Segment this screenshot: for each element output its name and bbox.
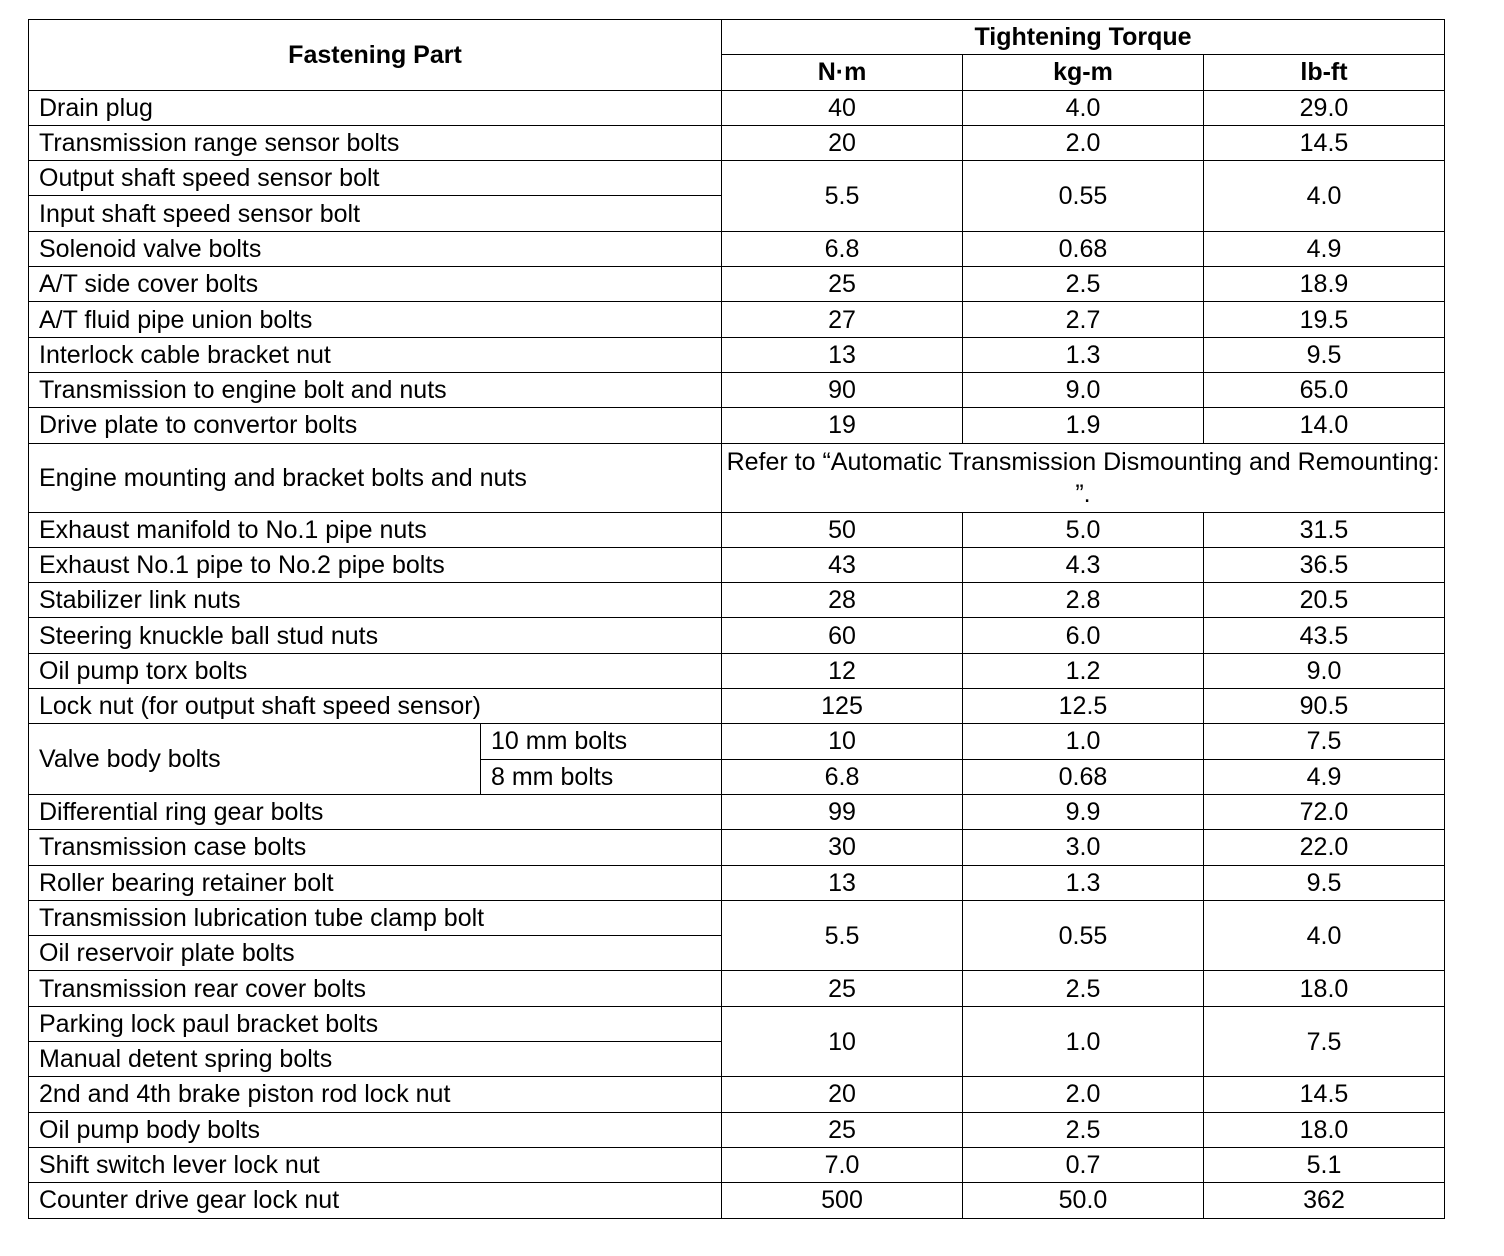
nm-cell: 12 bbox=[722, 653, 963, 688]
lbft-header: lb-ft bbox=[1204, 55, 1445, 90]
part-cell: Oil pump body bolts bbox=[29, 1112, 722, 1147]
lbft-cell: 29.0 bbox=[1204, 90, 1445, 125]
kgm-cell: 2.0 bbox=[963, 1077, 1204, 1112]
lbft-cell: 90.5 bbox=[1204, 689, 1445, 724]
table-row bbox=[29, 653, 1445, 688]
lbft-cell: 18.9 bbox=[1204, 267, 1445, 302]
table-row bbox=[29, 865, 1445, 900]
nm-cell: 6.8 bbox=[722, 759, 963, 794]
lbft-cell: 65.0 bbox=[1204, 372, 1445, 407]
table-row bbox=[29, 1183, 1445, 1218]
lbft-cell: 4.0 bbox=[1204, 161, 1445, 232]
lbft-cell: 19.5 bbox=[1204, 302, 1445, 337]
kgm-cell: 0.68 bbox=[963, 759, 1204, 794]
lbft-cell: 22.0 bbox=[1204, 830, 1445, 865]
nm-cell: 20 bbox=[722, 125, 963, 160]
table-row bbox=[29, 90, 1445, 125]
part-cell: Interlock cable bracket nut bbox=[29, 337, 722, 372]
part-cell: Lock nut (for output shaft speed sensor) bbox=[29, 689, 722, 724]
part-cell: Solenoid valve bolts bbox=[29, 231, 722, 266]
lbft-cell: 14.5 bbox=[1204, 125, 1445, 160]
tightening-torque-header: Tightening Torque bbox=[722, 20, 1445, 55]
table-row bbox=[29, 337, 1445, 372]
nm-cell: 7.0 bbox=[722, 1147, 963, 1182]
part-cell: Oil reservoir plate bolts bbox=[29, 936, 722, 971]
kgm-header: kg-m bbox=[963, 55, 1204, 90]
bolt-size-cell: 8 mm bolts bbox=[481, 759, 722, 794]
nm-cell: 25 bbox=[722, 267, 963, 302]
kgm-cell: 2.5 bbox=[963, 1112, 1204, 1147]
kgm-cell: 1.3 bbox=[963, 337, 1204, 372]
kgm-cell: 0.55 bbox=[963, 900, 1204, 971]
kgm-cell: 4.3 bbox=[963, 547, 1204, 582]
table-row bbox=[29, 618, 1445, 653]
nm-cell: 90 bbox=[722, 372, 963, 407]
nm-cell: 28 bbox=[722, 583, 963, 618]
nm-cell: 27 bbox=[722, 302, 963, 337]
table-row bbox=[29, 1077, 1445, 1112]
kgm-cell: 1.2 bbox=[963, 653, 1204, 688]
lbft-cell: 43.5 bbox=[1204, 618, 1445, 653]
nm-cell: 5.5 bbox=[722, 161, 963, 232]
lbft-cell: 9.0 bbox=[1204, 653, 1445, 688]
kgm-cell: 9.0 bbox=[963, 372, 1204, 407]
lbft-cell: 14.5 bbox=[1204, 1077, 1445, 1112]
table-row bbox=[29, 372, 1445, 407]
part-cell: Transmission lubrication tube clamp bolt bbox=[29, 900, 722, 935]
nm-cell: 30 bbox=[722, 830, 963, 865]
table-row bbox=[29, 1006, 1445, 1041]
lbft-cell: 4.9 bbox=[1204, 759, 1445, 794]
kgm-cell: 3.0 bbox=[963, 830, 1204, 865]
lbft-cell: 20.5 bbox=[1204, 583, 1445, 618]
part-cell: Valve body bolts bbox=[29, 724, 481, 795]
lbft-cell: 18.0 bbox=[1204, 1112, 1445, 1147]
nm-cell: 25 bbox=[722, 971, 963, 1006]
part-cell: Roller bearing retainer bolt bbox=[29, 865, 722, 900]
kgm-cell: 2.7 bbox=[963, 302, 1204, 337]
nm-cell: 6.8 bbox=[722, 231, 963, 266]
kgm-cell: 2.5 bbox=[963, 267, 1204, 302]
nm-cell: 13 bbox=[722, 865, 963, 900]
part-cell: A/T fluid pipe union bolts bbox=[29, 302, 722, 337]
lbft-cell: 36.5 bbox=[1204, 547, 1445, 582]
table-row bbox=[29, 443, 1445, 512]
part-cell: Parking lock paul bracket bolts bbox=[29, 1006, 722, 1041]
kgm-cell: 0.55 bbox=[963, 161, 1204, 232]
torque-spec-table bbox=[28, 19, 1445, 1219]
part-cell: Input shaft speed sensor bolt bbox=[29, 196, 722, 231]
lbft-cell: 7.5 bbox=[1204, 724, 1445, 759]
part-cell: Engine mounting and bracket bolts and nuts bbox=[29, 443, 722, 512]
nm-cell: 60 bbox=[722, 618, 963, 653]
kgm-cell: 6.0 bbox=[963, 618, 1204, 653]
nm-cell: 125 bbox=[722, 689, 963, 724]
table-row bbox=[29, 724, 1445, 759]
table-row bbox=[29, 231, 1445, 266]
table-row bbox=[29, 689, 1445, 724]
nm-cell: 25 bbox=[722, 1112, 963, 1147]
kgm-cell: 1.0 bbox=[963, 1006, 1204, 1077]
table-row bbox=[29, 1112, 1445, 1147]
table-row bbox=[29, 125, 1445, 160]
table-row bbox=[29, 900, 1445, 935]
nm-cell: 19 bbox=[722, 408, 963, 443]
table-row bbox=[29, 794, 1445, 829]
part-cell: Transmission range sensor bolts bbox=[29, 125, 722, 160]
table-row bbox=[29, 302, 1445, 337]
nm-cell: 40 bbox=[722, 90, 963, 125]
part-cell: Drive plate to convertor bolts bbox=[29, 408, 722, 443]
table-row bbox=[29, 267, 1445, 302]
kgm-cell: 4.0 bbox=[963, 90, 1204, 125]
kgm-cell: 0.7 bbox=[963, 1147, 1204, 1182]
lbft-cell: 31.5 bbox=[1204, 512, 1445, 547]
lbft-cell: 4.0 bbox=[1204, 900, 1445, 971]
part-cell: Exhaust No.1 pipe to No.2 pipe bolts bbox=[29, 547, 722, 582]
kgm-cell: 2.5 bbox=[963, 971, 1204, 1006]
part-cell: Shift switch lever lock nut bbox=[29, 1147, 722, 1182]
kgm-cell: 50.0 bbox=[963, 1183, 1204, 1218]
part-cell: Oil pump torx bolts bbox=[29, 653, 722, 688]
kgm-cell: 2.0 bbox=[963, 125, 1204, 160]
kgm-cell: 2.8 bbox=[963, 583, 1204, 618]
part-cell: Transmission to engine bolt and nuts bbox=[29, 372, 722, 407]
part-cell: 2nd and 4th brake piston rod lock nut bbox=[29, 1077, 722, 1112]
table-row bbox=[29, 547, 1445, 582]
table-row bbox=[29, 583, 1445, 618]
lbft-cell: 18.0 bbox=[1204, 971, 1445, 1006]
table-row bbox=[29, 830, 1445, 865]
lbft-cell: 14.0 bbox=[1204, 408, 1445, 443]
part-cell: Stabilizer link nuts bbox=[29, 583, 722, 618]
kgm-cell: 1.0 bbox=[963, 724, 1204, 759]
part-cell: Counter drive gear lock nut bbox=[29, 1183, 722, 1218]
kgm-cell: 1.3 bbox=[963, 865, 1204, 900]
lbft-cell: 72.0 bbox=[1204, 794, 1445, 829]
kgm-cell: 9.9 bbox=[963, 794, 1204, 829]
lbft-cell: 9.5 bbox=[1204, 865, 1445, 900]
part-cell: Transmission rear cover bolts bbox=[29, 971, 722, 1006]
bolt-size-cell: 10 mm bolts bbox=[481, 724, 722, 759]
table-row bbox=[29, 971, 1445, 1006]
lbft-cell: 5.1 bbox=[1204, 1147, 1445, 1182]
lbft-cell: 9.5 bbox=[1204, 337, 1445, 372]
part-cell: Exhaust manifold to No.1 pipe nuts bbox=[29, 512, 722, 547]
nm-cell: 43 bbox=[722, 547, 963, 582]
part-cell: Drain plug bbox=[29, 90, 722, 125]
lbft-cell: 7.5 bbox=[1204, 1006, 1445, 1077]
nm-cell: 13 bbox=[722, 337, 963, 372]
lbft-cell: 4.9 bbox=[1204, 231, 1445, 266]
nm-cell: 10 bbox=[722, 1006, 963, 1077]
kgm-cell: 1.9 bbox=[963, 408, 1204, 443]
nm-cell: 99 bbox=[722, 794, 963, 829]
nm-cell: 10 bbox=[722, 724, 963, 759]
part-cell: Output shaft speed sensor bolt bbox=[29, 161, 722, 196]
kgm-cell: 5.0 bbox=[963, 512, 1204, 547]
header-row bbox=[29, 20, 1445, 55]
part-cell: Steering knuckle ball stud nuts bbox=[29, 618, 722, 653]
reference-note-cell: Refer to “Automatic Transmission Dismounting and Remounting: ”. bbox=[722, 443, 1445, 512]
table-row bbox=[29, 161, 1445, 196]
part-cell: Transmission case bolts bbox=[29, 830, 722, 865]
nm-cell: 500 bbox=[722, 1183, 963, 1218]
nm-cell: 20 bbox=[722, 1077, 963, 1112]
lbft-cell: 362 bbox=[1204, 1183, 1445, 1218]
kgm-cell: 0.68 bbox=[963, 231, 1204, 266]
part-cell: Differential ring gear bolts bbox=[29, 794, 722, 829]
part-cell: Manual detent spring bolts bbox=[29, 1042, 722, 1077]
nm-cell: 50 bbox=[722, 512, 963, 547]
nm-header: N·m bbox=[722, 55, 963, 90]
table-row bbox=[29, 1147, 1445, 1182]
part-cell: A/T side cover bolts bbox=[29, 267, 722, 302]
nm-cell: 5.5 bbox=[722, 900, 963, 971]
fastening-part-header: Fastening Part bbox=[29, 20, 722, 91]
kgm-cell: 12.5 bbox=[963, 689, 1204, 724]
table-row bbox=[29, 408, 1445, 443]
table-row bbox=[29, 512, 1445, 547]
